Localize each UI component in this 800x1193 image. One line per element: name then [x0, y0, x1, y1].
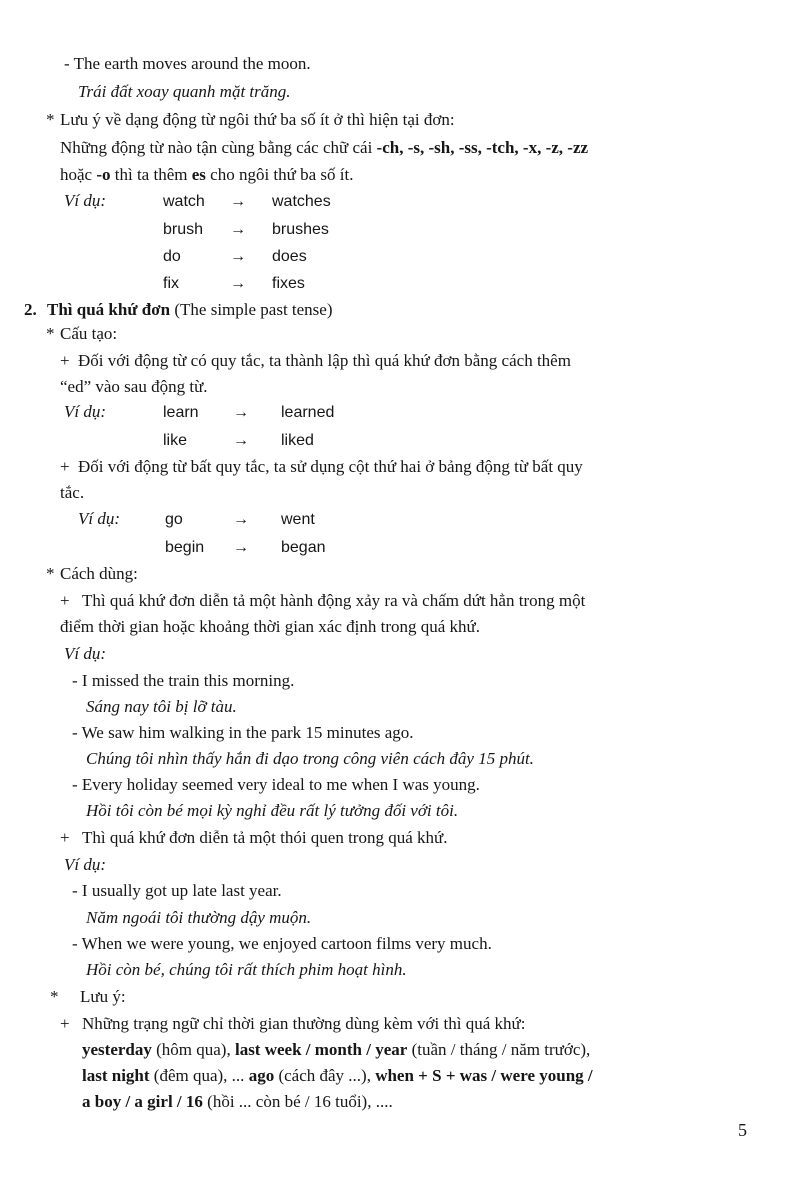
text-run	[78, 457, 583, 477]
text-run	[60, 351, 70, 371]
sentence-vi	[0, 749, 800, 776]
text-segment: liked	[281, 432, 314, 449]
text-segment: →	[230, 275, 246, 292]
text-run	[82, 828, 447, 848]
text-segment: *	[50, 987, 59, 1006]
text-run	[86, 749, 534, 769]
text-segment: Ví dụ:	[64, 402, 107, 421]
text-segment: thì ta thêm	[110, 165, 192, 184]
text-run	[60, 377, 208, 397]
paragraph-line	[0, 591, 800, 618]
sentence-vi	[0, 697, 800, 724]
text-run	[86, 960, 407, 980]
paragraph-line	[0, 165, 800, 192]
text-run	[64, 402, 106, 422]
text-segment: began	[281, 539, 326, 556]
text-segment: a boy / a girl / 16	[82, 1092, 203, 1111]
text-run	[272, 191, 331, 211]
text-run	[165, 537, 204, 557]
text-segment: Hồi còn bé, chúng tôi rất thích phim hoạt hình.	[86, 960, 407, 979]
text-segment: es	[191, 165, 206, 184]
text-segment: when + S + was / were young /	[375, 1066, 593, 1085]
sentence-en	[0, 775, 800, 802]
text-run	[272, 246, 307, 266]
text-run	[230, 246, 246, 266]
text-run	[163, 246, 181, 266]
text-segment: do	[163, 248, 181, 265]
text-segment: →	[230, 193, 246, 210]
text-run	[78, 509, 120, 529]
text-run	[60, 617, 480, 637]
text-run	[47, 300, 333, 320]
text-run	[72, 671, 294, 691]
text-segment: Ví dụ:	[64, 855, 107, 874]
sentence-vi	[0, 82, 800, 109]
text-segment: +	[60, 1014, 70, 1033]
text-segment: Cách dùng:	[60, 564, 138, 583]
text-run	[272, 219, 329, 239]
example-row	[0, 509, 800, 536]
paragraph-line	[0, 138, 800, 165]
text-run	[163, 430, 187, 450]
text-run	[86, 697, 237, 717]
text-segment: Ví dụ:	[64, 191, 107, 210]
text-segment: →	[230, 221, 246, 238]
text-run	[82, 1014, 525, 1034]
example-row	[0, 402, 800, 429]
text-run	[230, 219, 246, 239]
text-segment: Đối với động từ có quy tắc, ta thành lập thì quá khứ đơn bằng cách thêm	[78, 351, 571, 370]
sentence-vi	[0, 960, 800, 987]
text-run	[163, 273, 179, 293]
paragraph-line	[0, 617, 800, 644]
text-segment: →	[233, 404, 249, 421]
text-segment: Đối với động từ bất quy tắc, ta sử dụng cột thứ hai ở bảng động từ bất quy	[78, 457, 583, 476]
text-segment: +	[60, 828, 70, 847]
text-segment: watch	[163, 193, 205, 210]
text-segment: Cấu tạo:	[60, 324, 118, 343]
text-segment: watches	[272, 193, 331, 210]
text-segment: (cách đây ...),	[274, 1066, 376, 1085]
text-run	[72, 934, 492, 954]
paragraph-line	[0, 351, 800, 378]
text-run	[24, 300, 37, 320]
sentence-en	[0, 671, 800, 698]
text-segment: -o	[96, 165, 111, 184]
text-segment: yesterday	[82, 1040, 152, 1059]
sentence-en	[0, 934, 800, 961]
text-segment: (hồi ... còn bé / 16 tuổi), ....	[202, 1092, 393, 1111]
paragraph-line	[0, 1066, 800, 1093]
text-segment: begin	[165, 539, 205, 556]
note-line	[0, 324, 800, 351]
example-label	[0, 644, 800, 671]
section-heading	[0, 300, 800, 327]
text-segment: *	[46, 324, 55, 343]
text-run	[72, 881, 282, 901]
example-row	[0, 219, 800, 246]
text-run	[233, 430, 249, 450]
text-segment: hoặc	[60, 165, 97, 184]
text-run	[60, 138, 588, 158]
example-row	[0, 246, 800, 273]
page-number: 5	[738, 1120, 747, 1140]
text-run	[233, 537, 249, 557]
text-segment: Thì quá khứ đơn diễn tả một thói quen trong quá khứ.	[82, 828, 448, 847]
text-run	[60, 564, 138, 584]
text-run	[60, 591, 70, 611]
text-segment: Những động từ nào tận cùng bằng các chữ cái	[60, 138, 377, 157]
text-segment: +	[60, 351, 70, 370]
text-segment: Trái đất xoay quanh mặt trăng.	[78, 82, 291, 101]
text-run	[60, 457, 70, 477]
text-run	[82, 1092, 393, 1112]
text-run	[64, 54, 311, 74]
text-segment: Lưu ý:	[80, 987, 126, 1006]
paragraph-line	[0, 457, 800, 484]
note-line	[0, 564, 800, 591]
text-segment: brushes	[272, 221, 329, 238]
text-segment: - I missed the train this morning.	[72, 671, 295, 690]
text-segment: -ch, -s, -sh, -ss, -tch, -x, -z, -zz	[376, 138, 589, 157]
text-segment: ago	[248, 1066, 275, 1085]
text-run	[46, 564, 55, 584]
text-segment: Chúng tôi nhìn thấy hắn đi dạo trong công viên cách đây 15 phút.	[86, 749, 534, 768]
text-segment: like	[163, 432, 188, 449]
paragraph-line	[0, 1014, 800, 1041]
paragraph-line	[0, 1040, 800, 1067]
text-segment: Những trạng ngữ chỉ thời gian thường dùng kèm với thì quá khứ:	[82, 1014, 526, 1033]
text-segment: Sáng nay tôi bị lỡ tàu.	[86, 697, 237, 716]
text-run	[60, 324, 117, 344]
text-run	[230, 191, 246, 211]
sentence-vi	[0, 801, 800, 828]
example-label	[0, 855, 800, 882]
text-run	[163, 191, 205, 211]
text-segment: Thì quá khứ đơn	[47, 300, 171, 319]
text-segment: “ed” vào sau động từ.	[60, 377, 208, 396]
text-run	[281, 537, 326, 557]
text-segment: +	[60, 457, 70, 476]
text-segment: *	[46, 564, 55, 583]
text-segment: tắc.	[60, 483, 85, 502]
text-run	[60, 1014, 70, 1034]
text-segment: learn	[163, 404, 199, 421]
text-run	[64, 855, 106, 875]
text-run	[272, 273, 305, 293]
sentence-en	[0, 54, 800, 81]
text-segment: →	[230, 248, 246, 265]
text-segment: - When we were young, we enjoyed cartoon films very much.	[72, 934, 492, 953]
text-run	[46, 110, 55, 130]
text-segment: went	[281, 511, 315, 528]
sentence-en	[0, 881, 800, 908]
text-run	[78, 82, 291, 102]
text-segment: Ví dụ:	[64, 644, 107, 663]
text-run	[60, 828, 70, 848]
text-run	[78, 351, 571, 371]
text-segment: brush	[163, 221, 204, 238]
text-segment: →	[233, 432, 249, 449]
text-segment: fixes	[272, 275, 305, 292]
text-segment: (đêm qua), ...	[149, 1066, 249, 1085]
text-run	[281, 430, 314, 450]
note-line	[0, 987, 800, 1014]
text-segment: last week / month / year	[234, 1040, 408, 1059]
text-run	[86, 908, 311, 928]
text-segment: last night	[82, 1066, 150, 1085]
example-row	[0, 537, 800, 564]
text-run	[60, 110, 455, 130]
text-segment: *	[46, 110, 55, 129]
text-run	[60, 165, 353, 185]
text-run	[281, 402, 334, 422]
text-segment: (The simple past tense)	[170, 300, 333, 319]
text-run	[233, 509, 249, 529]
text-run	[82, 1066, 593, 1086]
example-row	[0, 273, 800, 300]
text-run	[60, 483, 84, 503]
text-segment: - The earth moves around the moon.	[64, 54, 311, 73]
sentence-en	[0, 723, 800, 750]
text-segment: - I usually got up late last year.	[72, 881, 282, 900]
text-segment: 2.	[24, 300, 37, 319]
text-run	[163, 402, 199, 422]
text-run	[163, 219, 203, 239]
text-run	[72, 775, 480, 795]
text-segment: - Every holiday seemed very ideal to me when I was young.	[72, 775, 480, 794]
text-segment: điểm thời gian hoặc khoảng thời gian xác định trong quá khứ.	[60, 617, 480, 636]
text-run	[72, 723, 414, 743]
text-segment: Hồi tôi còn bé mọi kỳ nghỉ đều rất lý tưởng đối với tôi.	[86, 801, 459, 820]
text-run	[86, 801, 458, 821]
text-run	[233, 402, 249, 422]
text-segment: +	[60, 591, 70, 610]
text-segment: cho ngôi thứ ba số ít.	[205, 165, 354, 184]
sentence-vi	[0, 908, 800, 935]
text-segment: does	[272, 248, 307, 265]
paragraph-line	[0, 377, 800, 404]
text-run	[230, 273, 246, 293]
text-segment: (tuần / tháng / năm trước),	[407, 1040, 591, 1059]
text-run	[165, 509, 183, 529]
note-line	[0, 110, 800, 137]
text-run	[82, 591, 585, 611]
example-row	[0, 430, 800, 457]
example-row	[0, 191, 800, 218]
text-segment: Ví dụ:	[78, 509, 121, 528]
paragraph-line	[0, 828, 800, 855]
text-segment: Lưu ý về dạng động từ ngôi thứ ba số ít ở thì hiện tại đơn:	[60, 110, 455, 129]
text-run	[64, 191, 106, 211]
text-segment: Thì quá khứ đơn diễn tả một hành động xảy ra và chấm dứt hẳn trong một	[82, 591, 586, 610]
paragraph-line	[0, 483, 800, 510]
text-segment: →	[233, 511, 249, 528]
text-run	[281, 509, 315, 529]
text-run	[50, 987, 59, 1007]
text-segment: learned	[281, 404, 335, 421]
text-run	[64, 644, 106, 664]
text-segment: →	[233, 539, 249, 556]
text-run	[46, 324, 55, 344]
text-run	[80, 987, 126, 1007]
text-segment: go	[165, 511, 183, 528]
text-segment: Năm ngoái tôi thường dậy muộn.	[86, 908, 312, 927]
text-segment: fix	[163, 275, 179, 292]
text-segment: - We saw him walking in the park 15 minutes ago.	[72, 723, 414, 742]
paragraph-line	[0, 1092, 800, 1119]
text-run	[82, 1040, 590, 1060]
text-segment: (hôm qua),	[151, 1040, 235, 1059]
